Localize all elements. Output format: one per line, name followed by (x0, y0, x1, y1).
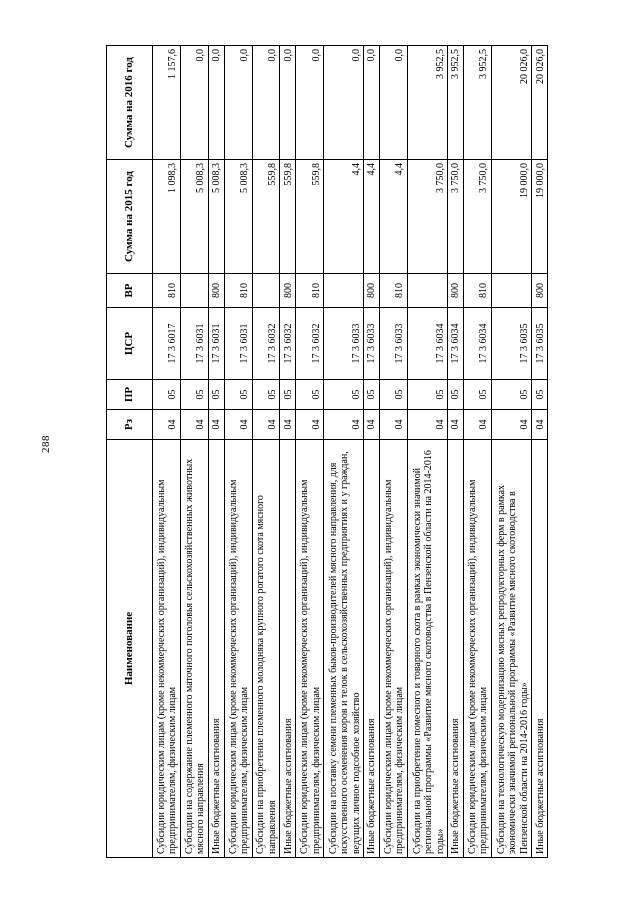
table-row (208, 46, 224, 858)
cell-rz: 04 (296, 410, 324, 440)
header-vr: ВР (107, 274, 153, 308)
cell-sum2015: 5 008,3 (180, 160, 208, 274)
cell-vr: 810 (296, 274, 324, 308)
cell-sum2016: 0,0 (224, 46, 252, 160)
table-row (364, 46, 380, 858)
cell-sum2015: 5 008,3 (208, 160, 224, 274)
cell-sum2016: 0,0 (208, 46, 224, 160)
cell-pr: 05 (532, 380, 548, 410)
cell-pr: 05 (180, 380, 208, 410)
header-pr: ПР (107, 380, 153, 410)
cell-csr: 17 3 6034 (407, 308, 447, 380)
cell-sum2015: 3 750,0 (463, 160, 491, 274)
cell-pr: 05 (364, 380, 380, 410)
cell-sum2015: 559,8 (280, 160, 296, 274)
table-row (407, 46, 447, 858)
cell-csr: 17 3 6032 (252, 308, 280, 380)
cell-csr: 17 3 6033 (324, 308, 364, 380)
cell-csr: 17 3 6033 (364, 308, 380, 380)
cell-sum2015: 4,4 (324, 160, 364, 274)
table-row (280, 46, 296, 858)
cell-vr: 810 (379, 274, 407, 308)
cell-vr (407, 274, 447, 308)
cell-rz: 04 (252, 410, 280, 440)
cell-csr: 17 3 6032 (280, 308, 296, 380)
cell-vr: 800 (280, 274, 296, 308)
cell-pr: 05 (407, 380, 447, 410)
header-name: Наименование (107, 440, 153, 858)
cell-name: Субсидии юридическим лицам (кроме некоммерческих организаций), индивидуальным предпринимателям, физическим лицам (296, 440, 324, 858)
cell-csr: 17 3 6031 (208, 308, 224, 380)
cell-sum2016: 20 026,0 (532, 46, 548, 160)
cell-sum2015: 559,8 (296, 160, 324, 274)
table-row (180, 46, 208, 858)
header-sum-2016: Сумма на 2016 год (107, 46, 153, 160)
cell-name: Субсидии на приобретение племенного молодняка крупного рогатого скота мясного направления (252, 440, 280, 858)
cell-sum2016: 1 157,6 (153, 46, 181, 160)
table-body (153, 46, 548, 858)
cell-name: Иные бюджетные ассигнования (280, 440, 296, 858)
cell-vr: 800 (208, 274, 224, 308)
cell-rz: 04 (379, 410, 407, 440)
cell-name: Субсидии юридическим лицам (кроме некоммерческих организаций), индивидуальным предпринимателям, физическим лицам (224, 440, 252, 858)
cell-sum2016: 0,0 (379, 46, 407, 160)
table-row (296, 46, 324, 858)
header-rz: Рз (107, 410, 153, 440)
cell-name: Субсидии на содержание племенного маточного поголовья сельскохозяйственных животных мясного направления (180, 440, 208, 858)
cell-name: Субсидии юридическим лицам (кроме некоммерческих организаций), индивидуальным предпринимателям, физическим лицам (153, 440, 181, 858)
header-sum-2015: Сумма на 2015 год (107, 160, 153, 274)
cell-vr (180, 274, 208, 308)
cell-pr: 05 (324, 380, 364, 410)
cell-pr: 05 (491, 380, 531, 410)
cell-pr: 05 (463, 380, 491, 410)
table-header-row (107, 46, 153, 858)
cell-sum2015: 3 750,0 (448, 160, 464, 274)
cell-rz: 04 (180, 410, 208, 440)
cell-rz: 04 (224, 410, 252, 440)
cell-sum2015: 4,4 (364, 160, 380, 274)
cell-csr: 17 3 6031 (180, 308, 208, 380)
cell-sum2015: 4,4 (379, 160, 407, 274)
cell-sum2015: 19 000,0 (491, 160, 531, 274)
cell-sum2016: 0,0 (252, 46, 280, 160)
table-row (224, 46, 252, 858)
cell-vr: 810 (463, 274, 491, 308)
cell-vr (252, 274, 280, 308)
cell-name: Субсидии юридическим лицам (кроме некоммерческих организаций), индивидуальным предпринимателям, физическим лицам (379, 440, 407, 858)
table-row (448, 46, 464, 858)
cell-name: Иные бюджетные ассигнования (208, 440, 224, 858)
cell-rz: 04 (448, 410, 464, 440)
cell-sum2015: 1 098,3 (153, 160, 181, 274)
cell-vr (324, 274, 364, 308)
cell-vr: 800 (532, 274, 548, 308)
cell-rz: 04 (324, 410, 364, 440)
table-row (491, 46, 531, 858)
cell-csr: 17 3 6033 (379, 308, 407, 380)
cell-name: Иные бюджетные ассигнования (364, 440, 380, 858)
cell-rz: 04 (364, 410, 380, 440)
cell-sum2015: 5 008,3 (224, 160, 252, 274)
cell-sum2015: 559,8 (252, 160, 280, 274)
cell-sum2016: 0,0 (296, 46, 324, 160)
cell-csr: 17 3 6034 (448, 308, 464, 380)
cell-name: Субсидии юридическим лицам (кроме некоммерческих организаций), индивидуальным предпринимателям, физическим лицам (463, 440, 491, 858)
cell-sum2016: 3 952,5 (463, 46, 491, 160)
cell-sum2016: 3 952,5 (407, 46, 447, 160)
table-row (153, 46, 181, 858)
cell-rz: 04 (280, 410, 296, 440)
cell-csr: 17 3 6034 (463, 308, 491, 380)
page-number: 288 (40, 435, 52, 453)
table-row (463, 46, 491, 858)
cell-sum2015: 3 750,0 (407, 160, 447, 274)
cell-pr: 05 (208, 380, 224, 410)
cell-csr: 17 3 6035 (491, 308, 531, 380)
cell-rz: 04 (491, 410, 531, 440)
cell-pr: 05 (280, 380, 296, 410)
cell-rz: 04 (463, 410, 491, 440)
budget-table (106, 45, 548, 858)
cell-csr: 17 3 6032 (296, 308, 324, 380)
cell-vr: 810 (153, 274, 181, 308)
cell-name: Иные бюджетные ассигнования (448, 440, 464, 858)
cell-csr: 17 3 6035 (532, 308, 548, 380)
cell-pr: 05 (224, 380, 252, 410)
cell-sum2016: 0,0 (364, 46, 380, 160)
cell-sum2016: 0,0 (180, 46, 208, 160)
cell-pr: 05 (448, 380, 464, 410)
cell-vr: 810 (224, 274, 252, 308)
cell-csr: 17 3 6017 (153, 308, 181, 380)
cell-vr (491, 274, 531, 308)
cell-sum2016: 0,0 (280, 46, 296, 160)
cell-sum2016: 3 952,5 (448, 46, 464, 160)
cell-csr: 17 3 6031 (224, 308, 252, 380)
cell-sum2015: 19 000,0 (532, 160, 548, 274)
cell-sum2016: 0,0 (324, 46, 364, 160)
table-row (252, 46, 280, 858)
cell-name: Субсидии на технологическую модернизацию мясных репродукторных ферм в рамках экономически значимой региональной программы «Развитие мясного скотоводства в Пензенской области на 2014-2016 годы» (491, 440, 531, 858)
cell-vr: 800 (448, 274, 464, 308)
cell-name: Иные бюджетные ассигнования (532, 440, 548, 858)
table-row (379, 46, 407, 858)
cell-rz: 04 (153, 410, 181, 440)
cell-name: Субсидии на поставку семени племенных быков-производителей мясного направления, для искусственного осеменения коров и телок в сельскохозяйственных предприятиях и у граждан, ведущих личное подсобное хозяйство (324, 440, 364, 858)
header-csr: ЦСР (107, 308, 153, 380)
cell-pr: 05 (252, 380, 280, 410)
cell-pr: 05 (296, 380, 324, 410)
cell-rz: 04 (208, 410, 224, 440)
cell-rz: 04 (407, 410, 447, 440)
rotated-table-container (106, 46, 548, 858)
cell-pr: 05 (153, 380, 181, 410)
cell-name: Субсидии на приобретение помесного и товарного скота в рамках экономически значимой региональной программы «Развитие мясного скотоводства в Пензенской области на 2014-2016 годы» (407, 440, 447, 858)
cell-rz: 04 (532, 410, 548, 440)
cell-sum2016: 20 026,0 (491, 46, 531, 160)
cell-vr: 800 (364, 274, 380, 308)
table-row (324, 46, 364, 858)
table-row (532, 46, 548, 858)
cell-pr: 05 (379, 380, 407, 410)
